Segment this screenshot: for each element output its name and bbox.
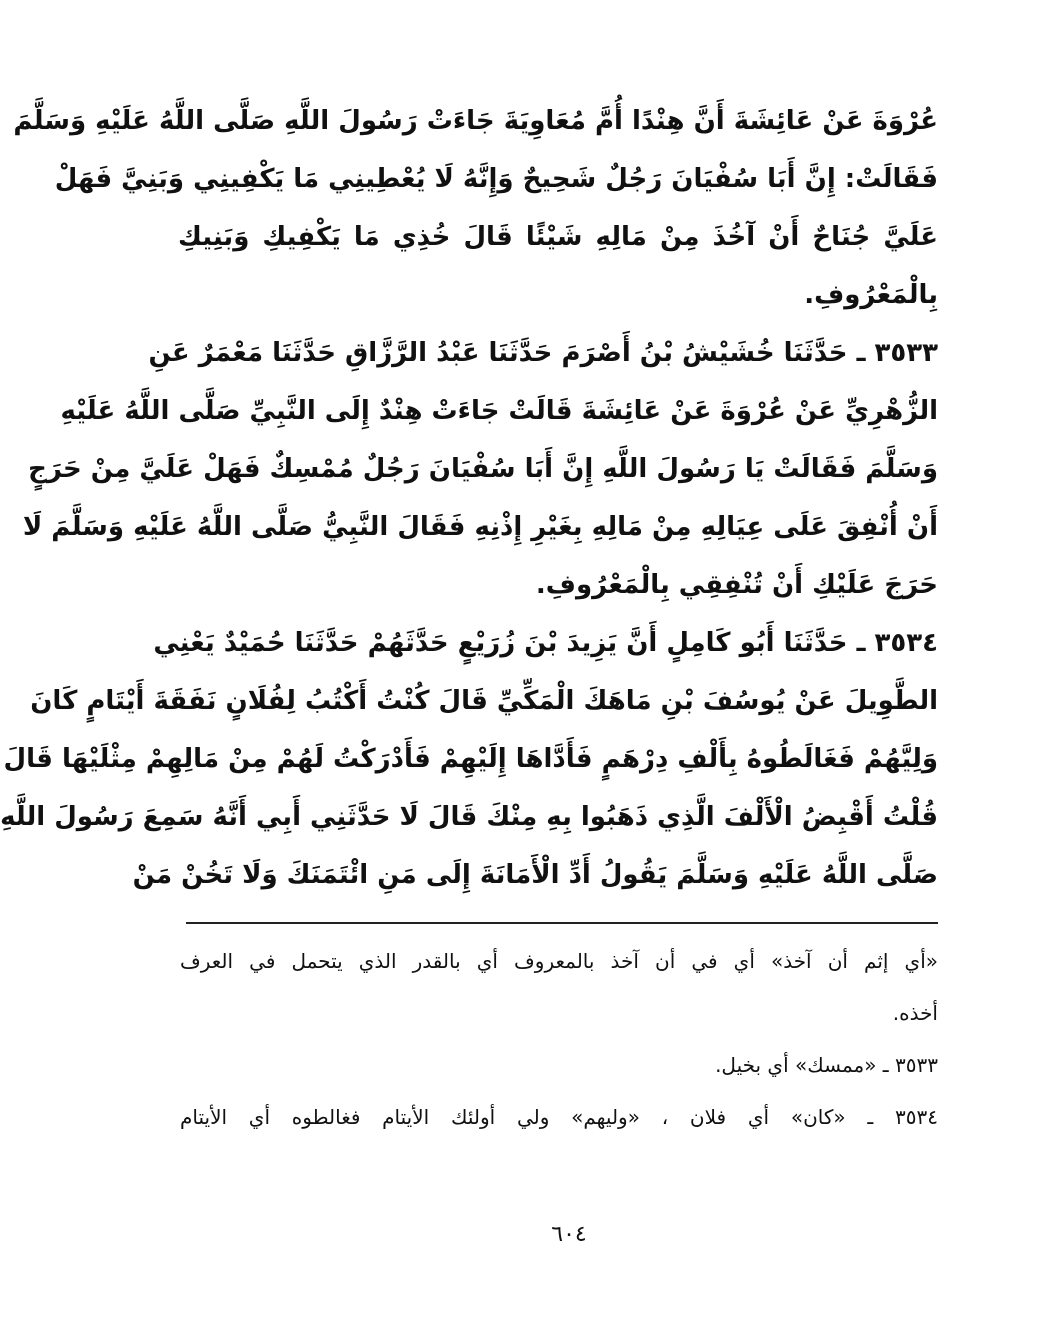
footnote-divider <box>186 922 938 924</box>
text-line: عَلَيَّ جُنَاحٌ أَنْ آخُذَ مِنْ مَالِهِ شَيْئًا قَالَ خُذِي مَا يَكْفِيكِ وَبَنِيكِ <box>178 222 938 252</box>
hadith-3533-first-line: ٣٥٣٣ ـ حَدَّثَنَا خُشَيْشُ بْنُ أَصْرَمَ حَدَّثَنَا عَبْدُ الرَّزَّاقِ حَدَّثَنَا مَعْمَرٌ عَنِ <box>148 338 938 368</box>
footnote-3533: ٣٥٣٣ ـ «ممسك» أي بخيل. <box>715 1053 938 1077</box>
text-line: حَرَجَ عَلَيْكِ أَنْ تُنْفِقِي بِالْمَعْرُوفِ. <box>535 570 938 600</box>
footnotes-block <box>180 935 938 1143</box>
footnote-3534: ٣٥٣٤ ـ «كان» أي فلان ، «وليهم» ولي أولئك الأيتام فغالطوه أي الأيتام <box>180 1105 938 1129</box>
text-line: الزُّهْرِيِّ عَنْ عُرْوَةَ عَنْ عَائِشَةَ قَالَتْ جَاءَتْ هِنْدٌ إِلَى النَّبِيِّ صَلَّى اللَّهُ عَلَيْهِ <box>60 396 938 426</box>
text-line: بِالْمَعْرُوفِ. <box>804 280 938 310</box>
hadith-text-block <box>0 92 938 904</box>
footnote-line: «أي إثم أن آخذ» أي في أن آخذ بالمعروف أي بالقدر الذي يتحمل في العرف <box>180 949 938 973</box>
text-line: صَلَّى اللَّهُ عَلَيْهِ وَسَلَّمَ يَقُولُ أَدِّ الْأَمَانَةَ إِلَى مَنِ ائْتَمَنَكَ وَلَا تَخُنْ مَنْ <box>132 860 938 890</box>
text-line: فَقَالَتْ: إِنَّ أَبَا سُفْيَانَ رَجُلٌ شَحِيحٌ وَإِنَّهُ لَا يُعْطِينِي مَا يَكْفِينِي وَبَنِيَّ فَهَلْ <box>54 164 938 194</box>
hadith-3534-first-line: ٣٥٣٤ ـ حَدَّثَنَا أَبُو كَامِلٍ أَنَّ يَزِيدَ بْنَ زُرَيْعٍ حَدَّثَهُمْ حَدَّثَنَا حُمَيْدٌ يَعْنِي <box>153 628 938 658</box>
text-line: وَسَلَّمَ فَقَالَتْ يَا رَسُولَ اللَّهِ إِنَّ أَبَا سُفْيَانَ رَجُلٌ مُمْسِكٌ فَهَلْ عَلَيَّ مِنْ حَرَجٍ <box>28 454 938 484</box>
text-line: الطَّوِيلَ عَنْ يُوسُفَ بْنِ مَاهَكَ الْمَكِّيِّ قَالَ كُنْتُ أَكْتُبُ لِفُلَانٍ نَفَقَةَ أَيْتَامٍ كَانَ <box>30 686 938 716</box>
page-number: ٦٠٤ <box>551 1222 587 1247</box>
text-line: وَلِيَّهُمْ فَغَالَطُوهُ بِأَلْفِ دِرْهَمٍ فَأَدَّاهَا إِلَيْهِمْ فَأَدْرَكْتُ لَهُمْ مِنْ مَالِهِمْ مِثْلَيْهَا قَالَ <box>3 744 938 774</box>
footnote-line: أخذه. <box>892 1001 938 1025</box>
text-line: عُرْوَةَ عَنْ عَائِشَةَ أَنَّ هِنْدًا أُمَّ مُعَاوِيَةَ جَاءَتْ رَسُولَ اللَّهِ صَلَّى اللَّهُ عَلَيْهِ وَسَلَّمَ <box>13 106 938 136</box>
text-line: قُلْتُ أَقْبِضُ الْأَلْفَ الَّذِي ذَهَبُوا بِهِ مِنْكَ قَالَ لَا حَدَّثَنِي أَبِي أَنَّهُ سَمِعَ رَسُولَ اللَّهِ <box>0 802 938 832</box>
text-line: أَنْ أُنْفِقَ عَلَى عِيَالِهِ مِنْ مَالِهِ بِغَيْرِ إِذْنِهِ فَقَالَ النَّبِيُّ صَلَّى اللَّهُ عَلَيْهِ وَسَلَّمَ لَا <box>22 512 938 542</box>
